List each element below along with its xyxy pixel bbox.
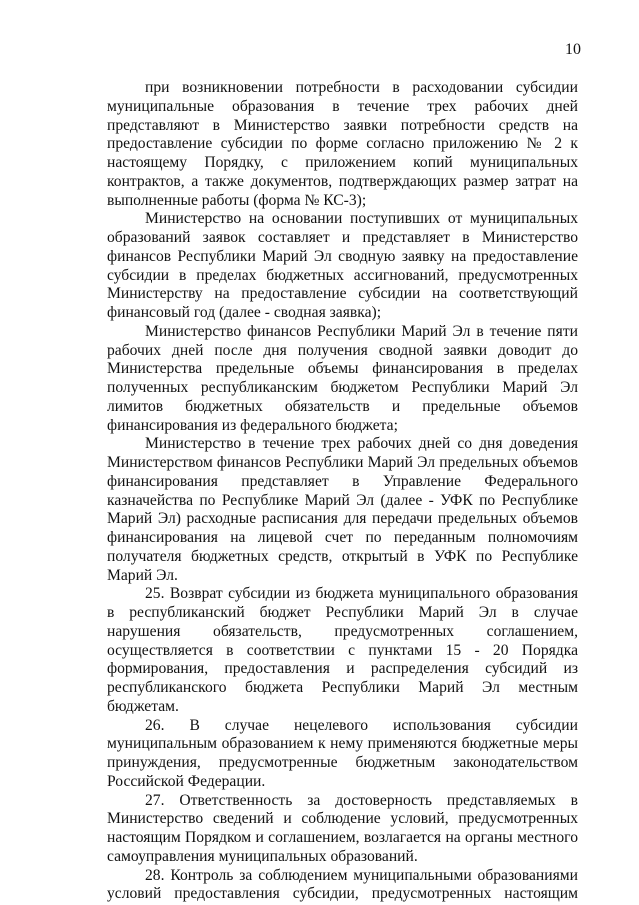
paragraph-item-28: 28. Контроль за соблюдением муниципальными образованиями условий предоставления субсидии, предусмотренных настоящим [107, 866, 578, 903]
paragraph-summary-application: Министерство на основании поступивших от муниципальных образований заявок составляет и представляет в Министерство финансов Республики Марий Эл сводную заявку на предоставление субсидии в пределах бюджетных ассигнований, предусмотренных Министерству на предоставление субсидии на соответствующий финансовый год (далее - сводная заявка); [107, 210, 578, 321]
paragraph-payment-schedules: Министерство в течение трех рабочих дней со дня доведения Министерством финансов Республики Марий Эл предельных объемов финансирования представляет в Управление Федерального казначейства по Республике Марий Эл (далее - УФК по Республике Марий Эл) расходные расписания для передачи предельных объемов финансирования на лицевой счет по переданным полномочиям получателя бюджетных средств, открытый в УФК по Республике Марий Эл. [107, 435, 578, 584]
document-body [107, 79, 578, 904]
page-number: 10 [565, 41, 581, 58]
paragraph-item-27: 27. Ответственность за достоверность представляемых в Министерство сведений и соблюдение условий, предусмотренных настоящим Порядком и соглашением, возлагается на органы местного самоуправления муниципальных образований. [107, 791, 578, 865]
paragraph-item-25: 25. Возврат субсидии из бюджета муниципального образования в республиканский бюджет Республики Марий Эл в случае нарушения обязательств, предусмотренных соглашением, осуществляется в соответствии с пунктами 15 - 20 Порядка формирования, предоставления и распределения субсидий из республиканского бюджета Республики Марий Эл местным бюджетам. [107, 585, 578, 715]
paragraph-finance-limits: Министерство финансов Республики Марий Эл в течение пяти рабочих дней после дня получения сводной заявки доводит до Министерства предельные объемы финансирования в пределах полученных республиканским бюджетом Республики Марий Эл лимитов бюджетных обязательств и предельные объемов финансирования из федерального бюджета; [107, 322, 578, 434]
paragraph-item-26: 26. В случае нецелевого использования субсидии муниципальным образованием к нему применяются бюджетные меры принуждения, предусмотренные бюджетным законодательством Российской Федерации. [107, 716, 578, 790]
paragraph-application-submission: при возникновении потребности в расходовании субсидии муниципальные образования в течение трех рабочих дней представляют в Министерство заявки потребности средств на предоставление субсидии по форме согласно приложению № 2 к настоящему Порядку, с приложением копий муниципальных контрактов, а также документов, подтверждающих размер затрат на выполненные работы (форма № КС-3); [107, 79, 578, 209]
